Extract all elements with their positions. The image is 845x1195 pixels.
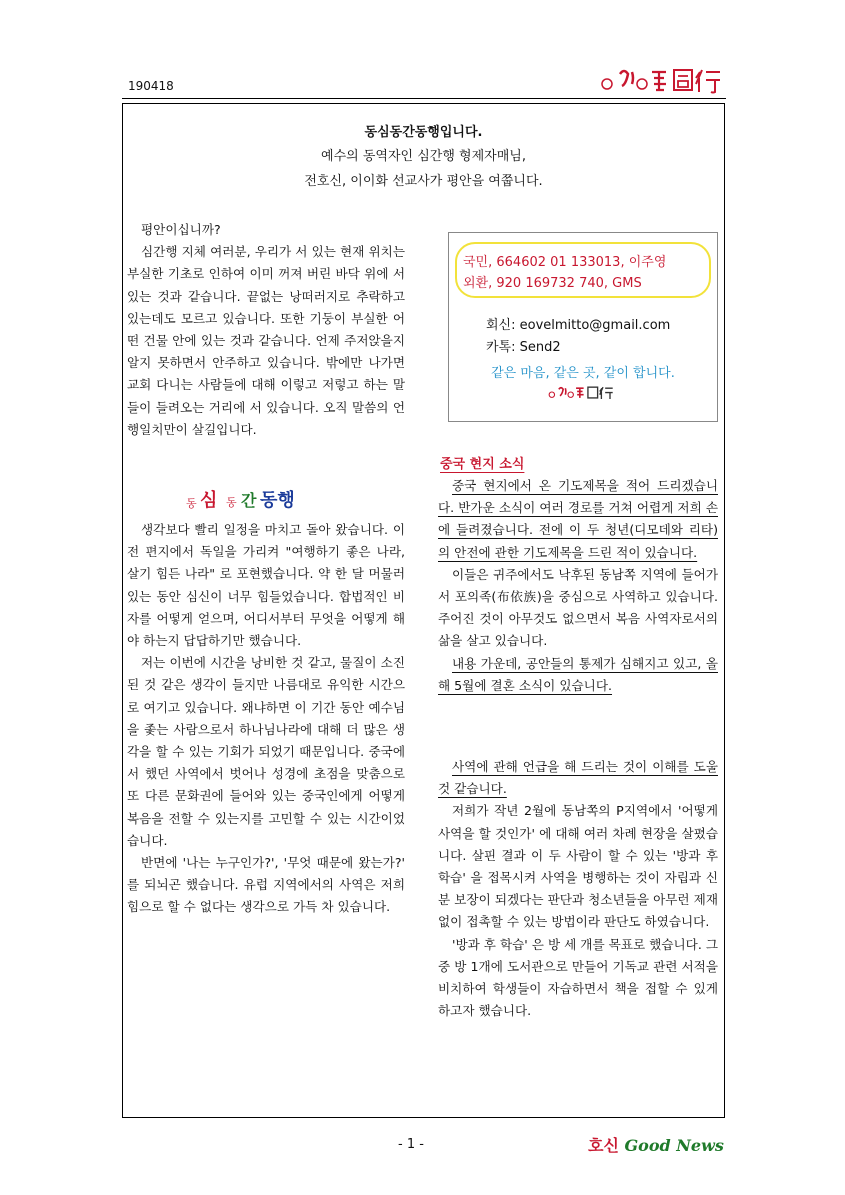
letter-title: 동심동간동행입니다. — [364, 125, 483, 140]
document-date: 190418 — [128, 79, 174, 93]
paragraph-return: 생각보다 빨리 일정을 마치고 돌아 왔습니다. 이전 편지에서 독일을 가리켜 "여행하기 좋은 나라, 살기 힘든 나라" 로 포현했습니다. 약 한 달 머물러 있는 동안 심신이 너무 힘들었습니다. 합법적인 비자를 어떻게 얻으며, 어디서부터 무엇을 어떻게 해야 하는지 답답하기만 했습니다. — [127, 522, 405, 649]
header-logo — [598, 64, 728, 94]
account-kookmin: 국민, 664602 01 133013, 이주영 — [463, 255, 667, 270]
logo-char-3: 동 — [226, 496, 237, 509]
brand-english: Good News — [624, 1136, 724, 1155]
brand-korean: 호신 — [588, 1136, 619, 1155]
logo-char-5: 동행 — [260, 490, 295, 511]
paragraph-news-content: 내용 가운데, 공안들의 통제가 심해지고 있고, 올해 5월에 결혼 소식이 있습니다. — [438, 655, 718, 693]
footer-brand — [588, 1133, 724, 1156]
right-column-ministry — [438, 756, 718, 1022]
logo-char-4: 간 — [241, 491, 257, 510]
paragraph-afterschool: 저희가 작년 2월에 동남쪽의 P지역에서 '어떻게 사역을 할 것인가' 에 대해 여러 차례 현장을 살폈습니다. 살핀 결과 이 두 사람이 할 수 있는 '방과 후 학습' 을 접목시켜 사역을 병행하는 것이 자립과 신분 보장이 되겠다는 판단과 청소년들을 아무런 제재 없이 접촉할 수 있는 방법이라 판단도 하였습니다. — [438, 803, 718, 930]
paragraph-ministry-intro: 사역에 관해 언급을 해 드리는 것이 이해를 도울 것 같습니다. — [438, 759, 718, 797]
paragraph-prayer: 중국 현지에서 온 기도제목을 적어 드리겠습니다. 반가운 소식이 여러 경로를 거쳐 어렵게 저희 손에 들려졌습니다. 전에 이 두 청년(디모데와 리타)의 안전에 관한 기도제목을 드린 적이 있습니다. — [438, 478, 718, 560]
header-rule — [122, 98, 726, 99]
logo-char-2: 심 — [200, 490, 218, 511]
section-logo-dongsim — [186, 484, 326, 514]
contact-kakao: 카톡: Send2 — [486, 340, 561, 355]
letter-sender-line: 전호신, 이이화 선교사가 평안을 여쭙니다. — [304, 174, 543, 189]
paragraph-questions: 반면에 '나는 누구인가?', '무엇 때문에 왔는가?' 를 되뇌곤 했습니다. 유럽 지역에서의 사역은 저희 힘으로 할 수 없다는 생각으로 가득 차 있습니다. — [127, 855, 405, 915]
account-box — [455, 242, 711, 298]
tongxin-logo-icon — [598, 64, 728, 94]
left-column-intro — [127, 219, 405, 441]
right-column-news — [438, 475, 718, 697]
tongxin-logo-small-icon — [547, 383, 617, 401]
motto: 같은 마음, 같은 곳, 같이 합니다. — [491, 366, 675, 381]
logo-char-1: 동 — [186, 497, 197, 510]
contact-email: 회신: eovelmitto@gmail.com — [486, 318, 671, 333]
page-number: - 1 - — [398, 1137, 424, 1152]
greeting: 평안이십니까? — [141, 222, 221, 237]
account-keb: 외환, 920 169732 740, GMS — [463, 276, 642, 291]
paragraph-library: '방과 후 학습' 은 방 세 개를 목표로 했습니다. 그 중 방 1개에 도서관으로 만들어 기독교 관련 서적을 비치하여 학생들이 자습하면서 책을 접할 수 있게 하고자 했습니다. — [438, 936, 718, 1019]
paragraph-intro: 심간행 지체 여러분, 우리가 서 있는 현재 위치는 부실한 기초로 인하여 이미 꺼져 버린 바닥 위에 서 있는 것과 같습니다. 끝없는 낭떠러지로 추락하고 있는데도 모르고 있습니다. 또한 기둥이 부실한 어떤 건물 안에 있는 것과 같습니다. 언제 주저앉을지 알지 못하면서 안주하고 있습니다. 밖에만 나가면 교회 다니는 사람들에 대해 이렇고 저렇고 하는 말들이 들려오는 거리에 서 있습니다. 오직 말씀의 언행일치만이 살길입니다. — [127, 244, 405, 437]
paragraph-buyi: 이들은 귀주에서도 낙후된 동남쪽 지역에 들어가서 포의족(布依族)을 중심으로 사역하고 있습니다. 주어진 것이 아무것도 없으면서 복음 사역자로서의 삶을 살고 있습니다. — [438, 566, 718, 649]
left-column-body — [127, 519, 405, 919]
letter-salutation: 예수의 동역자인 심간행 형제자매님, — [321, 149, 526, 164]
paragraph-reflection: 저는 이번에 시간을 낭비한 것 같고, 물질이 소진 된 것 같은 생각이 들지만 나름대로 유익한 시간으로 여기고 있습니다. 왜냐하면 이 기간 동안 예수님을 좇는 사람으로서 하나님나라에 대해 더 많은 생각을 할 수 있는 기회가 되었기 때문입니다. 중국에서 했던 사역에서 벗어나 성경에 초점을 맞춤으로 또 다른 문화권에 들어와 있는 중국인에게 어떻게 복음을 전할 수 있는지를 고민할 수 있는 시간이었습니다. — [127, 655, 405, 848]
small-logo — [547, 383, 617, 401]
china-news-heading: 중국 현지 소식 — [440, 457, 525, 472]
